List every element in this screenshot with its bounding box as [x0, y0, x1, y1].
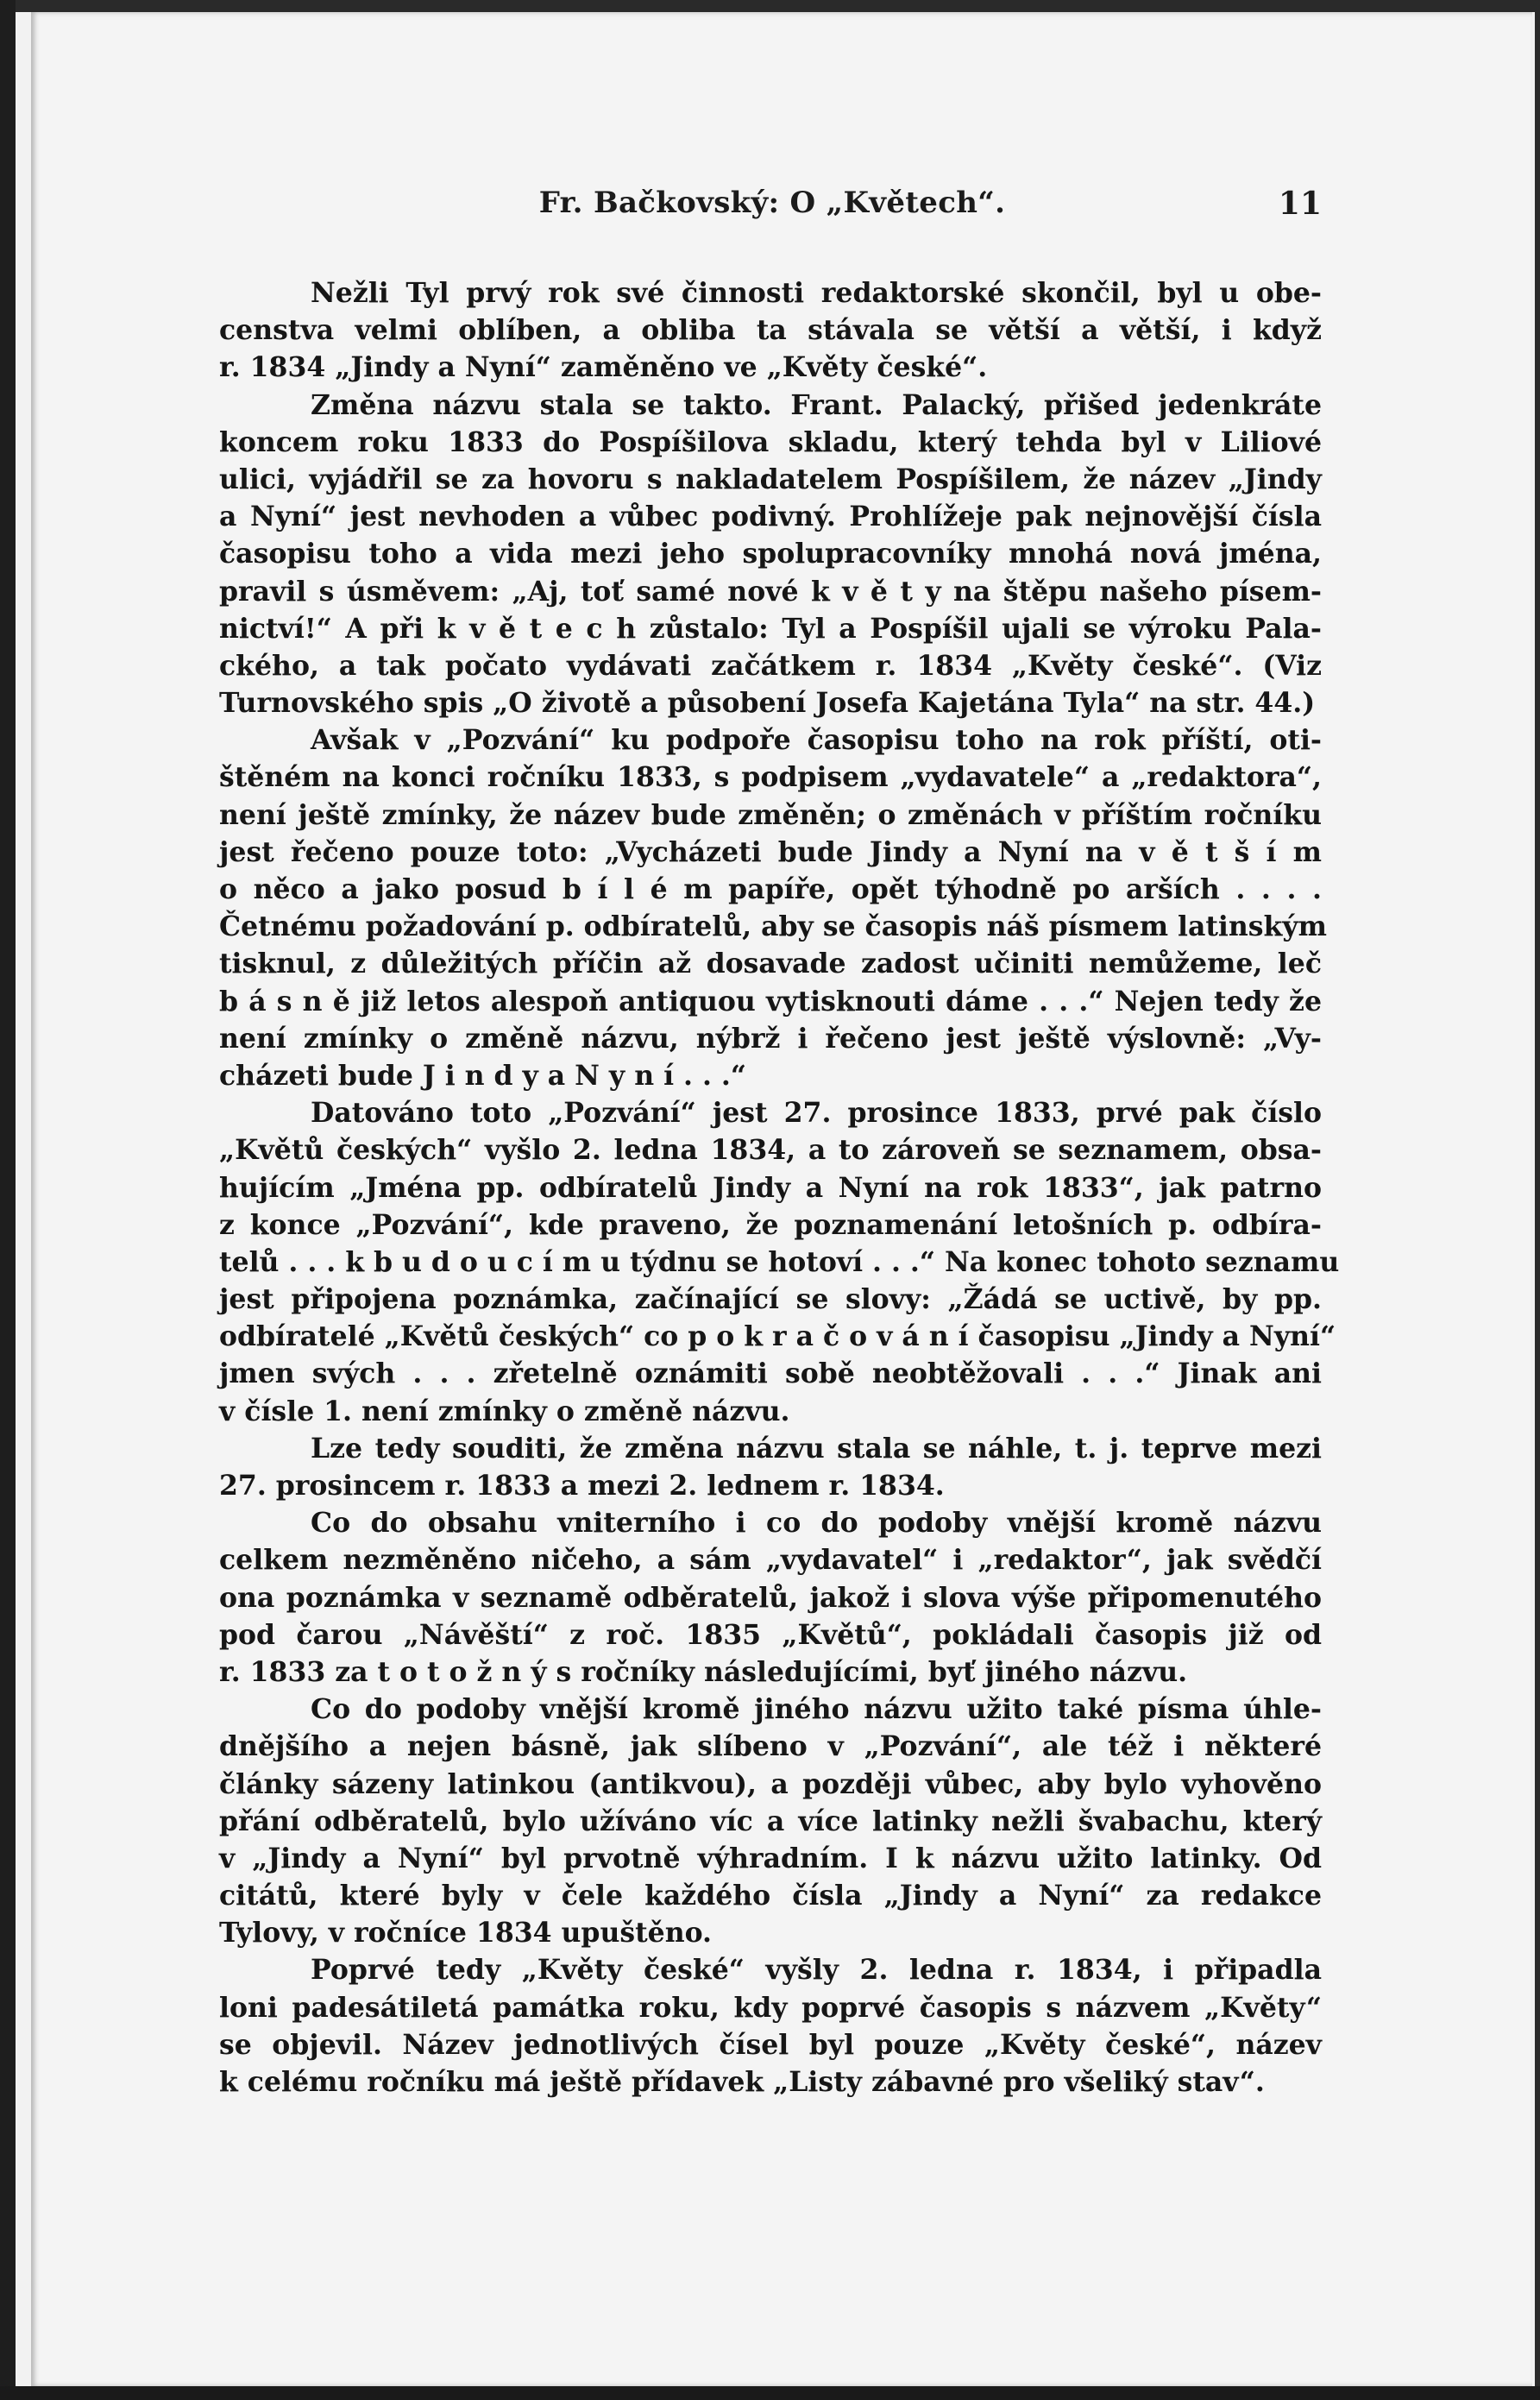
text-line: ona poznámka v seznamě odběratelů, jakož i slova výše připomenutého [219, 1581, 1322, 1614]
text-line: Změna názvu stala se takto. Frant. Palacký, přišed jedenkráte [311, 388, 1322, 421]
text-line: jest připojena poznámka, začínající se slovy: „Žádá se uctivě, by pp. [219, 1283, 1322, 1316]
text-line: r. 1833 za t o t o ž n ý s ročníky následujícími, byť jiného názvu. [219, 1655, 1188, 1688]
text-line: hujícím „Jména pp. odbíratelů Jindy a Nyní na rok 1833“, jak patrno [219, 1171, 1322, 1204]
text-line: v „Jindy a Nyní“ byl prvotně výhradním. I k názvu užito latinky. Od [219, 1842, 1322, 1874]
text-line: v čísle 1. není zmínky o změně názvu. [219, 1395, 790, 1427]
text-line: „Květů českých“ vyšlo 2. ledna 1834, a to zároveň se seznamem, obsa- [219, 1134, 1322, 1167]
text-line: 27. prosincem r. 1833 a mezi 2. lednem r. 1834. [219, 1470, 945, 1502]
text-line: Lze tedy souditi, že změna názvu stala se náhle, t. j. teprve mezi [311, 1432, 1322, 1465]
text-line: a Nyní“ jest nevhoden a vůbec podivný. Prohlížeje pak nejnovější čísla [219, 501, 1322, 533]
text-line: z konce „Pozvání“, kde praveno, že poznamenání letošních p. odbíra- [219, 1208, 1322, 1241]
text-line: Datováno toto „Pozvání“ jest 27. prosince 1833, prvé pak číslo [311, 1097, 1322, 1130]
text-line: r. 1834 „Jindy a Nyní“ zaměněno ve „Květy české“. [219, 351, 988, 384]
text-line: jest řečeno pouze toto: „Vycházeti bude Jindy a Nyní na v ě t š í m [219, 835, 1322, 868]
text-line: Turnovského spis „O životě a působení Josefa Kajetána Tyla“ na str. 44.) [219, 687, 1316, 720]
text-line: celkem nezměněno ničeho, a sám „vydavatel“ i „redaktor“, jak svědčí [219, 1544, 1322, 1577]
body-text [219, 274, 1340, 2101]
text-line: přání odběratelů, bylo užíváno víc a více latinky nežli švabachu, který [219, 1805, 1322, 1837]
text-line: tisknul, z důležitých příčin až dosavade zadost učiniti nemůžeme, leč [219, 948, 1322, 980]
text-line: koncem roku 1833 do Pospíšilova skladu, který tehda byl v Liliové [219, 425, 1322, 458]
text-line: censtva velmi oblíben, a obliba ta stávala se větší a větší, i když [219, 314, 1322, 347]
text-line: nictví!“ A při k v ě t e c h zůstalo: Tyl a Pospíšil ujali se výroku Pala- [219, 612, 1322, 645]
text-line: pod čarou „Návěští“ z roč. 1835 „Květů“, pokládali časopis již od [219, 1618, 1322, 1651]
running-head [223, 186, 1322, 234]
text-line: pravil s úsměvem: „Aj, toť samé nové k v ě t y na štěpu našeho písem- [219, 575, 1322, 608]
text-line: Nežli Tyl prvý rok své činnosti redaktorské skončil, byl u obe- [311, 277, 1322, 309]
text-line: citátů, které byly v čele každého čísla „Jindy a Nyní“ za redakce [219, 1880, 1322, 1912]
text-line: jmen svých . . . zřetelně oznámiti sobě neobtěžovali . . .“ Jinak ani [219, 1357, 1322, 1390]
scan-border-right [1535, 0, 1540, 2400]
text-line: odbíratelé „Květů českých“ co p o k r a č o v á n í časopisu „Jindy a Nyní“ [219, 1320, 1336, 1353]
page-number: 11 [1278, 186, 1322, 222]
text-line: není zmínky o změně názvu, nýbrž i řečeno jest ještě výslovně: „Vy- [219, 1022, 1322, 1055]
text-line: loni padesátiletá památka roku, kdy poprvé časopis s názvem „Květy“ [219, 1991, 1322, 2024]
text-line: se objevil. Název jednotlivých čísel byl pouze „Květy české“, název [219, 2028, 1322, 2061]
scan-border-bottom [0, 2386, 1540, 2400]
text-line: články sázeny latinkou (antikvou), a později vůbec, aby bylo vyhověno [219, 1767, 1322, 1800]
text-line: Poprvé tedy „Květy české“ vyšly 2. ledna r. 1834, i připadla [311, 1954, 1322, 1987]
text-line: štěném na konci ročníku 1833, s podpisem „vydavatele“ a „redaktora“, [219, 761, 1322, 794]
text-line: časopisu toho a vida mezi jeho spolupracovníky mnohá nová jména, [219, 538, 1322, 570]
text-line: Avšak v „Pozvání“ ku podpoře časopisu toho na rok příští, oti- [311, 724, 1322, 757]
text-line: Co do podoby vnější kromě jiného názvu užito také písma úhle- [311, 1693, 1322, 1726]
scan-border-left [0, 0, 16, 2400]
text-line: Co do obsahu vniterního i co do podoby vnější kromě názvu [311, 1507, 1322, 1540]
text-line: není ještě zmínky, že název bude změněn; o změnách v příštím ročníku [219, 798, 1322, 831]
running-head-title: Fr. Bačkovský: O „Květech“. [538, 186, 1006, 220]
text-line: o něco a jako posud b í l é m papíře, opět týhodně po arších . . . . [219, 873, 1322, 905]
text-line: telů . . . k b u d o u c í m u týdnu se hotoví . . .“ Na konec tohoto seznamu [219, 1245, 1340, 1278]
text-line: cházeti bude J i n d y a N y n í . . .“ [219, 1059, 746, 1092]
text-line: dnějšího a nejen básně, jak slíbeno v „Pozvání“, ale též i některé [219, 1730, 1322, 1763]
text-line: ulici, vyjádřil se za hovoru s nakladatelem Pospíšilem, že název „Jindy [219, 463, 1322, 495]
text-line: Četnému požadování p. odbíratelů, aby se časopis náš písmem latinským [219, 910, 1327, 943]
text-line: ckého, a tak počato vydávati začátkem r. 1834 „Květy české“. (Viz [219, 649, 1322, 682]
scan-border-top [0, 0, 1540, 12]
text-line: k celému ročníku má ještě přídavek „Listy zábavné pro všeliký stav“. [219, 2066, 1265, 2098]
text-line: b á s n ě již letos alespoň antiquou vytisknouti dáme . . .“ Nejen tedy že [219, 985, 1322, 1017]
text-line: Tylovy, v ročníce 1834 upuštěno. [219, 1917, 713, 1950]
